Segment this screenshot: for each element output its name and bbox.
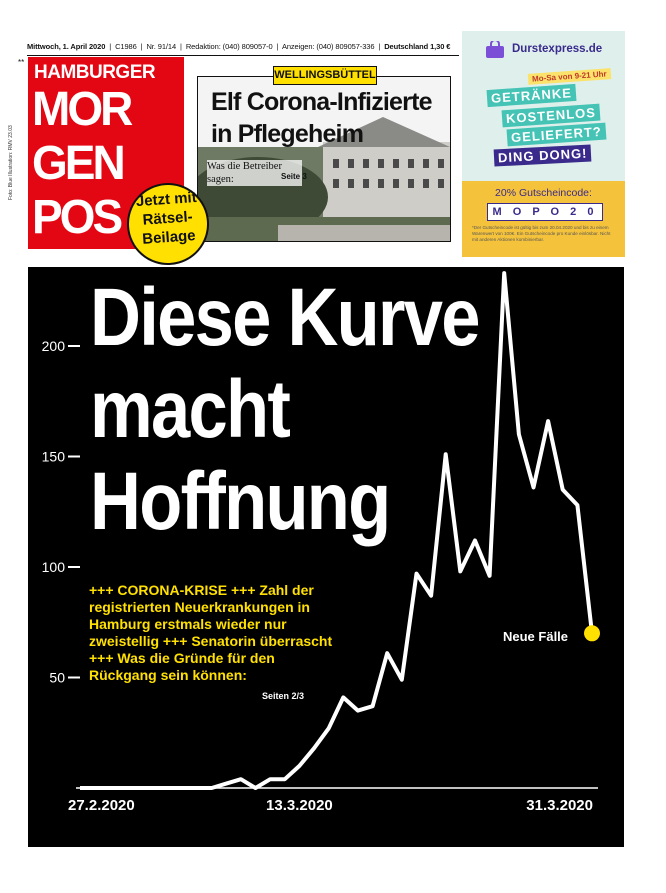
price: Deutschland 1,30 €: [384, 42, 451, 51]
main-headline: [90, 272, 490, 548]
y-tick-label: 150: [41, 448, 65, 465]
edition-stars: **: [18, 58, 25, 67]
ad-voucher-code: M O P O 2 0: [487, 203, 603, 221]
subline-page-ref: Seiten 2/3: [262, 691, 305, 701]
series-label: Neue Fälle: [503, 629, 569, 644]
photo-credit: Foto: Blue Illustration: RMV 23.03: [8, 125, 14, 200]
ad-word-4: DING DONG!: [494, 144, 592, 166]
editorial-phone: Redaktion: (040) 809057-0: [185, 42, 273, 51]
subline: +++ CORONA-KRISE +++ Zahl der registrierten Neuerkrankungen in Hamburg erstmals wieder nur zweistellig +++ Senatorin überrascht +++ Was die Gründe für den Rückgang sein können:: [89, 582, 333, 683]
y-tick-label: 100: [41, 559, 65, 575]
teaser-headline-line-2: in Pflegeheim: [211, 120, 364, 148]
ad-word-2: KOSTENLOS: [502, 104, 601, 128]
masthead-hamburger: HAMBURGER: [34, 62, 156, 83]
last-point-marker: [584, 625, 600, 641]
x-tick-label: 27.2.2020: [68, 797, 135, 814]
shopping-bag-icon: [484, 41, 506, 59]
masthead-line-2: MOR: [32, 80, 131, 136]
masthead-line-3: GEN: [32, 134, 123, 190]
teaser-sub: Was die Betreiber sagen:: [207, 160, 302, 186]
badge-line-3: Beilage: [141, 227, 197, 248]
headline-line-3: Hoffnung: [90, 456, 390, 547]
ad-word-1: GETRÄNKE: [487, 84, 577, 107]
badge-line-2: Rätsel-: [142, 208, 194, 229]
ad-fine-print: *Der Gutscheincode ist gültig bis zum 20.04.2020 und bis zu einem Warenwert von 100€. Ein Gutscheincode pro Kunde einlösbar. Nicht mit anderen Aktionen kombinierbar.: [472, 225, 611, 242]
teaser-headline-line-1: Elf Corona-Infizierte: [211, 88, 432, 116]
ads-phone: Anzeigen: (040) 809057-336: [281, 42, 375, 51]
puzzle-supplement-badge: [124, 180, 212, 268]
teaser-kicker: WELLINGSBÜTTEL: [273, 66, 377, 85]
y-tick-label: 200: [41, 338, 65, 354]
top-rule: [27, 55, 459, 56]
ad-brand: Durstexpress.de: [512, 43, 603, 55]
issue-number: Nr. 91/14: [146, 42, 177, 51]
teaser-headline[interactable]: [211, 86, 451, 150]
teaser-page-ref: Seite 3: [281, 172, 307, 181]
issue-code: C1986: [115, 42, 137, 51]
headline-line-2: macht: [90, 364, 290, 455]
ad-voucher-panel: [462, 181, 625, 257]
badge-line-1: Jetzt mit: [135, 188, 198, 211]
ad-discount: 20% Gutscheincode:: [495, 187, 592, 199]
issue-date: Mittwoch, 1. April 2020: [27, 42, 106, 51]
x-tick-label: 13.3.2020: [266, 797, 333, 814]
y-tick-label: 50: [49, 669, 65, 686]
x-tick-label: 31.3.2020: [526, 797, 593, 814]
ad-word-3: GELIEFERT?: [507, 123, 607, 147]
durstexpress-ad[interactable]: [462, 31, 625, 257]
ad-hours: Mo-Sa von 9-21 Uhr: [528, 68, 611, 85]
masthead-line-4: POS: [32, 188, 121, 244]
info-line: Mittwoch, 1. April 2020 | C1986 | Nr. 91/14 | Redaktion: (040) 809057-0 | Anzeigen: (040) 809057-336 | Deutschland 1,30 €: [27, 42, 451, 51]
headline-line-1: Diese Kurve: [90, 272, 479, 363]
